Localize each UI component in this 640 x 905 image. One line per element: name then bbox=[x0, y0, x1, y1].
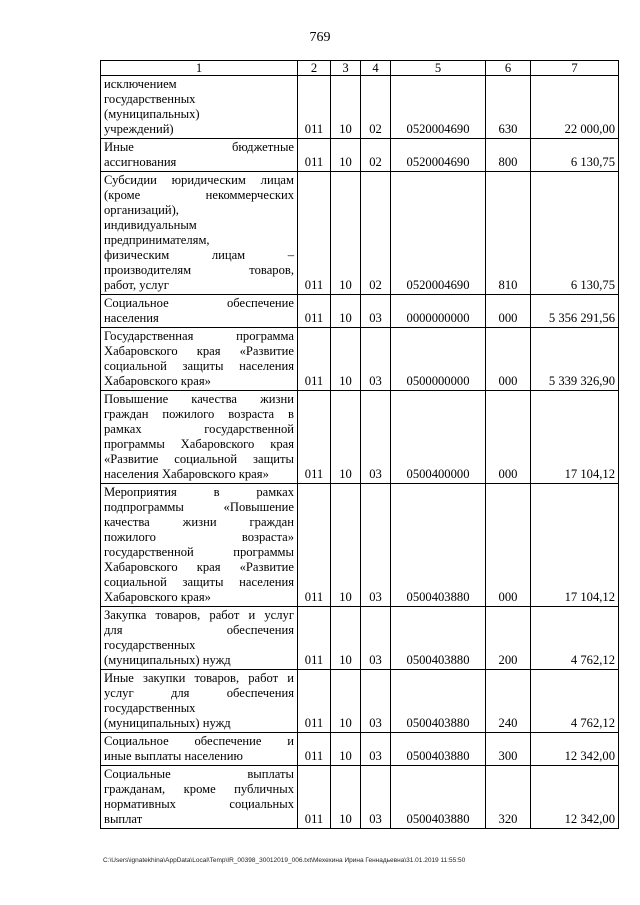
expense-type-cell: 810 bbox=[486, 172, 531, 295]
description-cell bbox=[101, 766, 298, 829]
table-row bbox=[101, 139, 619, 172]
table-row bbox=[101, 295, 619, 328]
amount-cell: 5 339 326,90 bbox=[531, 328, 619, 391]
description-line: организаций), bbox=[104, 203, 179, 217]
description-line: Субсидии юридическим лицам bbox=[104, 173, 294, 187]
description-line: государственных bbox=[104, 638, 196, 652]
amount-cell: 5 356 291,56 bbox=[531, 295, 619, 328]
column-header-6: 6 bbox=[486, 61, 531, 76]
section-cell: 10 bbox=[331, 295, 361, 328]
section-cell: 10 bbox=[331, 172, 361, 295]
description-cell bbox=[101, 295, 298, 328]
column-header-2: 2 bbox=[298, 61, 331, 76]
description-line: (муниципальных) bbox=[104, 107, 200, 121]
description-line: Государственная программа bbox=[104, 329, 294, 343]
description-line: Хабаровского края» bbox=[104, 374, 211, 388]
target-article-cell: 0520004690 bbox=[391, 139, 486, 172]
target-article-cell: 0520004690 bbox=[391, 76, 486, 139]
table-row bbox=[101, 766, 619, 829]
description-line: Хабаровского края «Развитие bbox=[104, 560, 294, 574]
description-line: Иные бюджетные bbox=[104, 140, 294, 154]
subsection-cell: 03 bbox=[361, 607, 391, 670]
description-line: (кроме некоммерческих bbox=[104, 188, 294, 202]
subsection-cell: 03 bbox=[361, 391, 391, 484]
description-line: для обеспечения bbox=[104, 623, 294, 637]
table-row bbox=[101, 733, 619, 766]
column-header-7: 7 bbox=[531, 61, 619, 76]
table-body bbox=[101, 76, 619, 829]
section-cell: 10 bbox=[331, 139, 361, 172]
description-cell bbox=[101, 733, 298, 766]
expense-type-cell: 000 bbox=[486, 391, 531, 484]
target-article-cell: 0500400000 bbox=[391, 391, 486, 484]
description-line: нормативных социальных bbox=[104, 797, 294, 811]
description-cell bbox=[101, 391, 298, 484]
subsection-cell: 03 bbox=[361, 670, 391, 733]
amount-cell: 6 130,75 bbox=[531, 172, 619, 295]
description-cell bbox=[101, 76, 298, 139]
description-line: социальной защиты населения bbox=[104, 575, 294, 589]
table-row bbox=[101, 391, 619, 484]
section-cell: 10 bbox=[331, 766, 361, 829]
expense-type-cell: 800 bbox=[486, 139, 531, 172]
section-cell: 10 bbox=[331, 328, 361, 391]
amount-cell: 22 000,00 bbox=[531, 76, 619, 139]
budget-code-cell: 011 bbox=[298, 733, 331, 766]
budget-code-cell: 011 bbox=[298, 484, 331, 607]
column-header-5: 5 bbox=[391, 61, 486, 76]
table-header-row bbox=[101, 61, 619, 76]
description-line: Хабаровского края «Развитие bbox=[104, 344, 294, 358]
expense-type-cell: 630 bbox=[486, 76, 531, 139]
target-article-cell: 0500000000 bbox=[391, 328, 486, 391]
description-line: выплат bbox=[104, 812, 143, 826]
section-cell: 10 bbox=[331, 391, 361, 484]
amount-cell: 4 762,12 bbox=[531, 607, 619, 670]
description-line: программы Хабаровского края bbox=[104, 437, 294, 451]
subsection-cell: 03 bbox=[361, 766, 391, 829]
description-line: рамках государственной bbox=[104, 422, 294, 436]
description-line: услуг для обеспечения bbox=[104, 686, 294, 700]
description-line: предпринимателям, bbox=[104, 233, 210, 247]
amount-cell: 17 104,12 bbox=[531, 391, 619, 484]
budget-code-cell: 011 bbox=[298, 139, 331, 172]
description-line: «Развитие социальной защиты bbox=[104, 452, 294, 466]
target-article-cell: 0500403880 bbox=[391, 484, 486, 607]
target-article-cell: 0500403880 bbox=[391, 670, 486, 733]
expense-type-cell: 240 bbox=[486, 670, 531, 733]
amount-cell: 12 342,00 bbox=[531, 766, 619, 829]
description-line: населения Хабаровского края» bbox=[104, 467, 269, 481]
description-line: социальной защиты населения bbox=[104, 359, 294, 373]
table-row bbox=[101, 328, 619, 391]
description-line: исключением bbox=[104, 77, 177, 91]
description-line: государственной программы bbox=[104, 545, 294, 559]
budget-code-cell: 011 bbox=[298, 295, 331, 328]
expense-type-cell: 000 bbox=[486, 295, 531, 328]
target-article-cell: 0500403880 bbox=[391, 766, 486, 829]
amount-cell: 12 342,00 bbox=[531, 733, 619, 766]
budget-table bbox=[100, 60, 619, 829]
description-line: работ, услуг bbox=[104, 278, 169, 292]
description-line: Закупка товаров, работ и услуг bbox=[104, 608, 294, 622]
budget-code-cell: 011 bbox=[298, 391, 331, 484]
description-cell bbox=[101, 607, 298, 670]
budget-code-cell: 011 bbox=[298, 766, 331, 829]
budget-code-cell: 011 bbox=[298, 607, 331, 670]
subsection-cell: 02 bbox=[361, 139, 391, 172]
description-line: физическим лицам – bbox=[104, 248, 294, 262]
description-line: гражданам, кроме публичных bbox=[104, 782, 294, 796]
subsection-cell: 03 bbox=[361, 484, 391, 607]
target-article-cell: 0500403880 bbox=[391, 607, 486, 670]
table-row bbox=[101, 172, 619, 295]
description-cell bbox=[101, 670, 298, 733]
description-line: Мероприятия в рамках bbox=[104, 485, 294, 499]
description-line: Социальные выплаты bbox=[104, 767, 294, 781]
description-line: качества жизни граждан bbox=[104, 515, 294, 529]
description-cell bbox=[101, 139, 298, 172]
budget-code-cell: 011 bbox=[298, 328, 331, 391]
expense-type-cell: 320 bbox=[486, 766, 531, 829]
expense-type-cell: 000 bbox=[486, 328, 531, 391]
table-row bbox=[101, 607, 619, 670]
subsection-cell: 03 bbox=[361, 733, 391, 766]
amount-cell: 17 104,12 bbox=[531, 484, 619, 607]
description-line: (муниципальных) нужд bbox=[104, 653, 231, 667]
amount-cell: 4 762,12 bbox=[531, 670, 619, 733]
description-line: населения bbox=[104, 311, 159, 325]
column-header-3: 3 bbox=[331, 61, 361, 76]
description-line: Повышение качества жизни bbox=[104, 392, 294, 406]
description-cell bbox=[101, 484, 298, 607]
description-line: учреждений) bbox=[104, 122, 174, 136]
description-line: государственных bbox=[104, 701, 196, 715]
description-line: производителям товаров, bbox=[104, 263, 294, 277]
description-line: граждан пожилого возраста в bbox=[104, 407, 294, 421]
table-row bbox=[101, 670, 619, 733]
subsection-cell: 02 bbox=[361, 76, 391, 139]
description-line: иные выплаты населению bbox=[104, 749, 243, 763]
file-path-footer: C:\Users\ignatekhina\AppData\Local\Temp\IR_00398_30012019_006.txt\Мехехина Ирина Геннадьевна\31.01.2019 11:55:50 bbox=[103, 857, 466, 864]
description-line: Социальное обеспечение и bbox=[104, 734, 294, 748]
section-cell: 10 bbox=[331, 484, 361, 607]
budget-code-cell: 011 bbox=[298, 172, 331, 295]
description-line: государственных bbox=[104, 92, 196, 106]
budget-code-cell: 011 bbox=[298, 670, 331, 733]
expense-type-cell: 300 bbox=[486, 733, 531, 766]
budget-code-cell: 011 bbox=[298, 76, 331, 139]
description-cell bbox=[101, 328, 298, 391]
description-line: Иные закупки товаров, работ и bbox=[104, 671, 294, 685]
description-line: ассигнования bbox=[104, 155, 177, 169]
column-header-4: 4 bbox=[361, 61, 391, 76]
target-article-cell: 0500403880 bbox=[391, 733, 486, 766]
subsection-cell: 03 bbox=[361, 328, 391, 391]
section-cell: 10 bbox=[331, 670, 361, 733]
table-row bbox=[101, 76, 619, 139]
target-article-cell: 0000000000 bbox=[391, 295, 486, 328]
description-line: Хабаровского края» bbox=[104, 590, 211, 604]
description-line: пожилого возраста» bbox=[104, 530, 294, 544]
target-article-cell: 0520004690 bbox=[391, 172, 486, 295]
subsection-cell: 02 bbox=[361, 172, 391, 295]
description-line: (муниципальных) нужд bbox=[104, 716, 231, 730]
expense-type-cell: 200 bbox=[486, 607, 531, 670]
section-cell: 10 bbox=[331, 733, 361, 766]
description-line: Социальное обеспечение bbox=[104, 296, 294, 310]
description-line: индивидуальным bbox=[104, 218, 197, 232]
subsection-cell: 03 bbox=[361, 295, 391, 328]
description-line: подпрограммы «Повышение bbox=[104, 500, 294, 514]
amount-cell: 6 130,75 bbox=[531, 139, 619, 172]
table-row bbox=[101, 484, 619, 607]
column-header-1: 1 bbox=[101, 61, 298, 76]
description-cell bbox=[101, 172, 298, 295]
expense-type-cell: 000 bbox=[486, 484, 531, 607]
page-number: 769 bbox=[309, 30, 331, 45]
section-cell: 10 bbox=[331, 607, 361, 670]
section-cell: 10 bbox=[331, 76, 361, 139]
